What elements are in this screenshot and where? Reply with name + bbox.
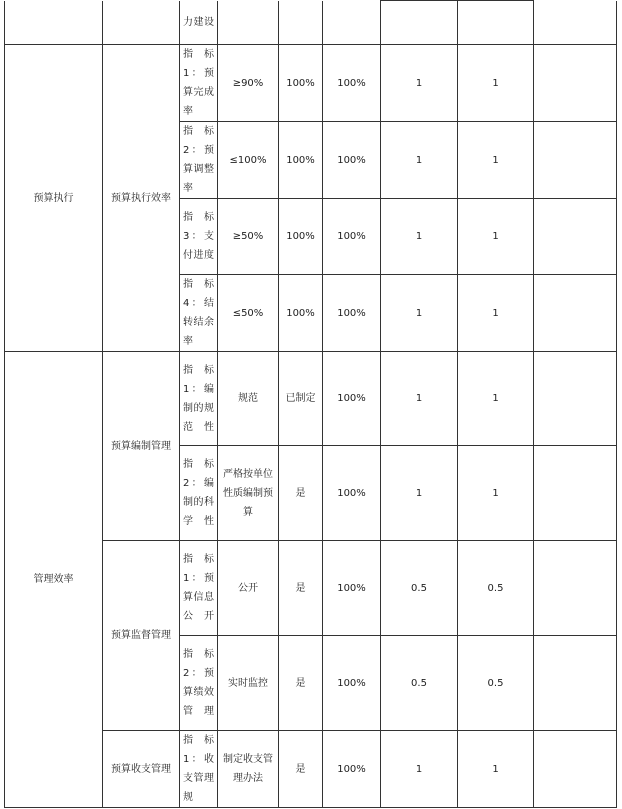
rate-cell: 100% [323, 275, 381, 352]
target-cell: 公开 [218, 541, 279, 636]
target-cell: 规范 [218, 352, 279, 446]
weight-cell: 0.5 [381, 541, 458, 636]
target-cell [218, 1, 279, 45]
indicator-cell: 指标4：结转结余率 [180, 275, 218, 352]
actual-cell: 是 [279, 731, 323, 808]
rate-cell: 100% [323, 122, 381, 199]
actual-cell: 是 [279, 636, 323, 731]
indicator-cell: 指标1：预算完成率 [180, 45, 218, 122]
indicator-cell: 指标1：预算信息公开 [180, 541, 218, 636]
weight-cell: 1 [381, 731, 458, 808]
category-cell [5, 1, 103, 45]
indicator-cell: 指标3：支付进度 [180, 199, 218, 275]
target-cell: ≤100% [218, 122, 279, 199]
actual-cell: 是 [279, 446, 323, 541]
actual-cell: 已制定 [279, 352, 323, 446]
actual-cell: 100% [279, 199, 323, 275]
subcategory-cell [103, 1, 180, 45]
weight-cell: 1 [381, 275, 458, 352]
score-cell: 1 [458, 275, 534, 352]
indicator-cell: 力建设 [180, 1, 218, 45]
weight-cell: 1 [381, 199, 458, 275]
target-cell: 实时监控 [218, 636, 279, 731]
score-cell: 1 [458, 45, 534, 122]
score-cell [458, 1, 534, 45]
indicator-cell: 指标1：收支管理规 [180, 731, 218, 808]
table-row [5, 352, 617, 446]
actual-cell: 100% [279, 275, 323, 352]
remark-cell [534, 1, 617, 45]
score-cell: 1 [458, 199, 534, 275]
remark-cell [534, 541, 617, 636]
rate-cell: 100% [323, 541, 381, 636]
table-row [5, 45, 617, 122]
remark-cell [534, 352, 617, 446]
weight-cell: 1 [381, 45, 458, 122]
score-cell: 0.5 [458, 541, 534, 636]
rate-cell [323, 1, 381, 45]
category-cell: 预算执行 [5, 45, 103, 352]
subcategory-cell: 预算收支管理 [103, 731, 180, 808]
rate-cell: 100% [323, 199, 381, 275]
score-cell: 1 [458, 352, 534, 446]
subcategory-cell: 预算执行效率 [103, 45, 180, 352]
performance-evaluation-table [4, 0, 617, 808]
indicator-cell: 指标2：编制的科学性 [180, 446, 218, 541]
remark-cell [534, 45, 617, 122]
weight-cell: 1 [381, 122, 458, 199]
score-cell: 1 [458, 731, 534, 808]
indicator-cell: 指标2：预算调整率 [180, 122, 218, 199]
target-cell: 严格按单位性质编制预算 [218, 446, 279, 541]
remark-cell [534, 731, 617, 808]
weight-cell: 0.5 [381, 636, 458, 731]
actual-cell [279, 1, 323, 45]
weight-cell: 1 [381, 446, 458, 541]
weight-cell: 1 [381, 352, 458, 446]
target-cell: ≥90% [218, 45, 279, 122]
actual-cell: 100% [279, 45, 323, 122]
target-cell: ≤50% [218, 275, 279, 352]
score-cell: 1 [458, 122, 534, 199]
subcategory-cell: 预算编制管理 [103, 352, 180, 541]
evaluation-table-sheet [4, 0, 617, 808]
actual-cell: 100% [279, 122, 323, 199]
rate-cell: 100% [323, 352, 381, 446]
score-cell: 1 [458, 446, 534, 541]
weight-cell [381, 1, 458, 45]
remark-cell [534, 199, 617, 275]
rate-cell: 100% [323, 731, 381, 808]
subcategory-cell: 预算监督管理 [103, 541, 180, 731]
table-row [5, 1, 617, 45]
actual-cell: 是 [279, 541, 323, 636]
target-cell: ≥50% [218, 199, 279, 275]
rate-cell: 100% [323, 636, 381, 731]
rate-cell: 100% [323, 446, 381, 541]
target-cell: 制定收支管理办法 [218, 731, 279, 808]
remark-cell [534, 636, 617, 731]
score-cell: 0.5 [458, 636, 534, 731]
indicator-cell: 指标1：编制的规范性 [180, 352, 218, 446]
rate-cell: 100% [323, 45, 381, 122]
remark-cell [534, 275, 617, 352]
category-cell: 管理效率 [5, 352, 103, 808]
indicator-cell: 指标2：预算绩效管理 [180, 636, 218, 731]
remark-cell [534, 446, 617, 541]
remark-cell [534, 122, 617, 199]
